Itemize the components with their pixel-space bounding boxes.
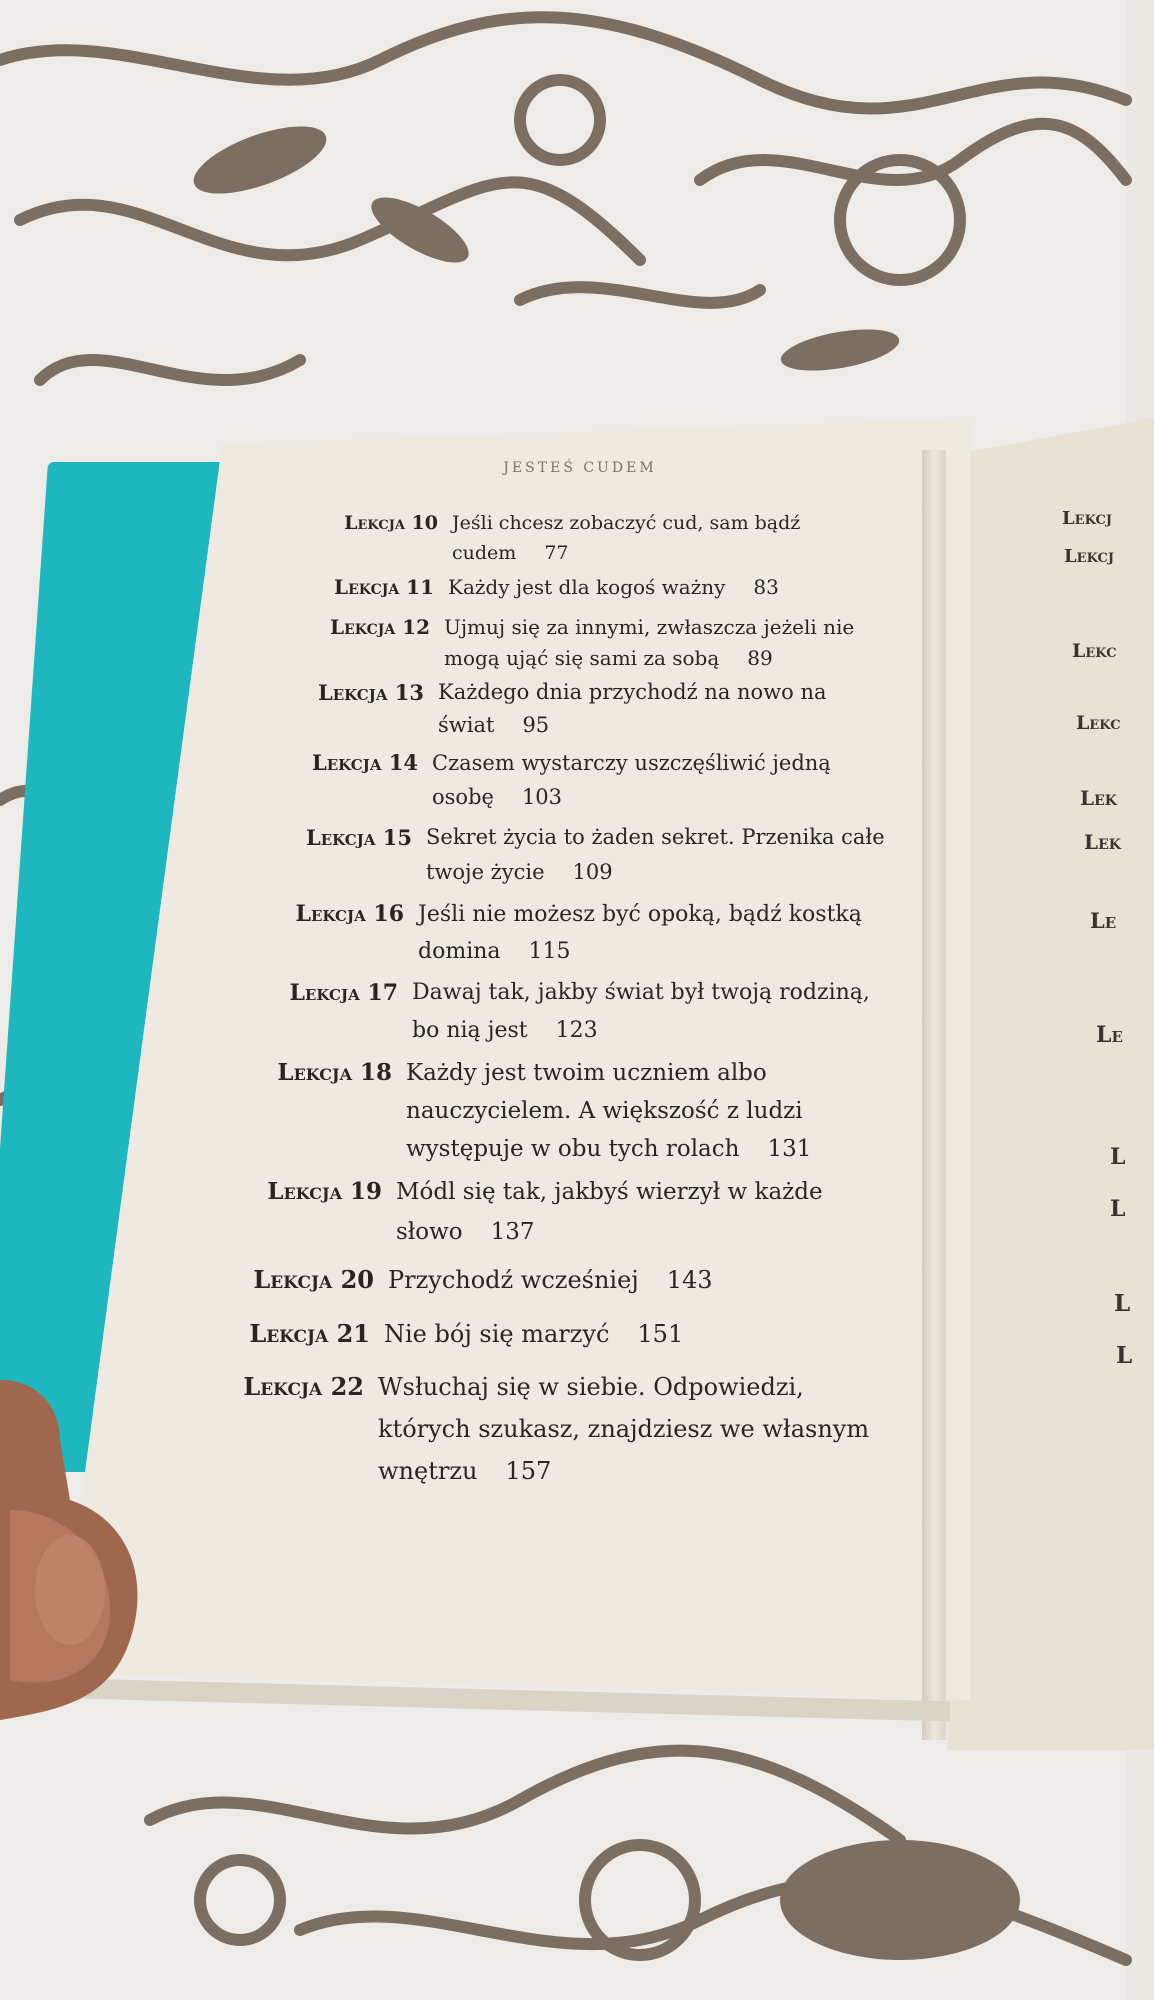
- right-lesson-label: Le: [1090, 908, 1117, 933]
- right-lesson-label: L: [1110, 1144, 1126, 1170]
- lesson-label: Lekcja 11: [334, 575, 434, 599]
- right-lesson-label: Lek: [1084, 830, 1121, 854]
- lesson-label: Lekcja 16: [295, 901, 404, 927]
- lesson-title-line: Jeśli chcesz zobaczyć cud, sam bądź: [452, 512, 801, 534]
- lesson-title-line: Ujmuj się za innymi, zwłaszcza jeżeli nie: [444, 615, 855, 639]
- page-number: 95: [522, 713, 550, 737]
- page-number: 143: [666, 1266, 713, 1294]
- toc-entry-14: [311, 746, 831, 814]
- right-lesson-label: Lekc: [1076, 712, 1121, 734]
- lesson-title-line: Módl się tak, jakbyś wierzył w każde: [396, 1179, 823, 1205]
- lesson-title-line: mogą ująć się sami za sobą: [444, 646, 720, 670]
- lesson-title-line: Każdego dnia przychodź na nowo na: [438, 680, 827, 704]
- lesson-label: Lekcja 21: [249, 1319, 370, 1348]
- toc-entry-12: [330, 612, 855, 674]
- lesson-title-line: nauczycielem. A większość z ludzi: [406, 1098, 803, 1124]
- page-number: 151: [637, 1320, 684, 1348]
- toc-entry-21: [249, 1314, 684, 1354]
- hand-holding-book: [0, 1380, 150, 1840]
- lesson-title-line: Nie bój się marzyć: [384, 1320, 610, 1348]
- lesson-label: Lekcja 22: [243, 1372, 364, 1401]
- lesson-title-line: osobę: [432, 785, 494, 809]
- toc-entry-22: [243, 1366, 870, 1492]
- lesson-label: Lekcja 13: [317, 680, 424, 705]
- page-number: 77: [544, 542, 569, 564]
- right-lesson-label: Lekcj: [1062, 508, 1113, 529]
- lesson-title-line: Dawaj tak, jakby świat był twoją rodziną,: [412, 980, 870, 1005]
- page-number: 131: [767, 1136, 812, 1162]
- lesson-label: Lekcja 10: [344, 512, 438, 534]
- page-number: 83: [753, 575, 779, 599]
- lesson-title-line: Jeśli nie możesz być opoką, bądź kostką: [418, 902, 862, 927]
- toc-entry-13: [317, 676, 827, 742]
- lesson-title-line: cudem: [452, 542, 517, 564]
- toc-entry-16: [295, 896, 862, 970]
- lesson-label: Lekcja 12: [330, 615, 430, 639]
- page-number: 89: [747, 646, 773, 670]
- toc-entry-19: [267, 1172, 823, 1252]
- lesson-label: Lekcja 17: [289, 980, 398, 1006]
- toc-entry-10: [344, 508, 801, 568]
- lesson-label: Lekcja 15: [305, 825, 412, 850]
- page-number: 137: [490, 1219, 535, 1245]
- running-head: JESTEŚ CUDEM: [503, 460, 657, 476]
- page-number: 115: [528, 939, 571, 964]
- lesson-title-line: Każdy jest dla kogoś ważny: [448, 575, 726, 599]
- lesson-title-line: Każdy jest twoim uczniem albo: [406, 1060, 767, 1086]
- lesson-label: Lekcja 19: [267, 1178, 382, 1205]
- lesson-title-line: wnętrzu: [378, 1457, 478, 1485]
- lesson-title-line: Czasem wystarczy uszczęśliwić jedną: [432, 751, 831, 775]
- lesson-label: Lekcja 18: [277, 1059, 392, 1086]
- lesson-title-line: słowo: [396, 1219, 463, 1245]
- toc-entry-15: [305, 820, 885, 890]
- toc-entry-17: [289, 974, 870, 1050]
- lesson-title-line: twoje życie: [426, 860, 545, 884]
- right-lesson-label: L: [1116, 1342, 1133, 1369]
- lesson-label: Lekcja 20: [253, 1265, 374, 1294]
- toc-entry-20: [253, 1260, 713, 1300]
- lesson-title-line: Wsłuchaj się w siebie. Odpowiedzi,: [378, 1373, 804, 1401]
- right-lesson-label: Lekc: [1072, 640, 1117, 662]
- right-lesson-label: Lek: [1080, 786, 1117, 810]
- lesson-label: Lekcja 14: [311, 750, 418, 775]
- toc-entry-18: [277, 1054, 812, 1168]
- lesson-title-line: świat: [438, 713, 495, 737]
- right-lesson-label: L: [1110, 1196, 1126, 1222]
- right-lesson-label: L: [1114, 1290, 1131, 1317]
- page-number: 123: [555, 1018, 598, 1043]
- lesson-title-line: występuje w obu tych rolach: [406, 1136, 740, 1162]
- lesson-title-line: których szukasz, znajdziesz we własnym: [378, 1415, 870, 1443]
- lesson-title-line: Sekret życia to żaden sekret. Przenika całe: [426, 825, 885, 849]
- page-number: 157: [505, 1457, 552, 1485]
- lesson-title-line: Przychodź wcześniej: [388, 1266, 639, 1294]
- right-lesson-label: Lekcj: [1064, 546, 1115, 567]
- toc-entry-11: [334, 572, 779, 603]
- lesson-title-line: bo nią jest: [412, 1018, 528, 1043]
- lesson-title-line: domina: [418, 939, 501, 964]
- page-number: 109: [572, 860, 613, 884]
- page-number: 103: [521, 785, 563, 809]
- right-lesson-label: Le: [1096, 1022, 1123, 1048]
